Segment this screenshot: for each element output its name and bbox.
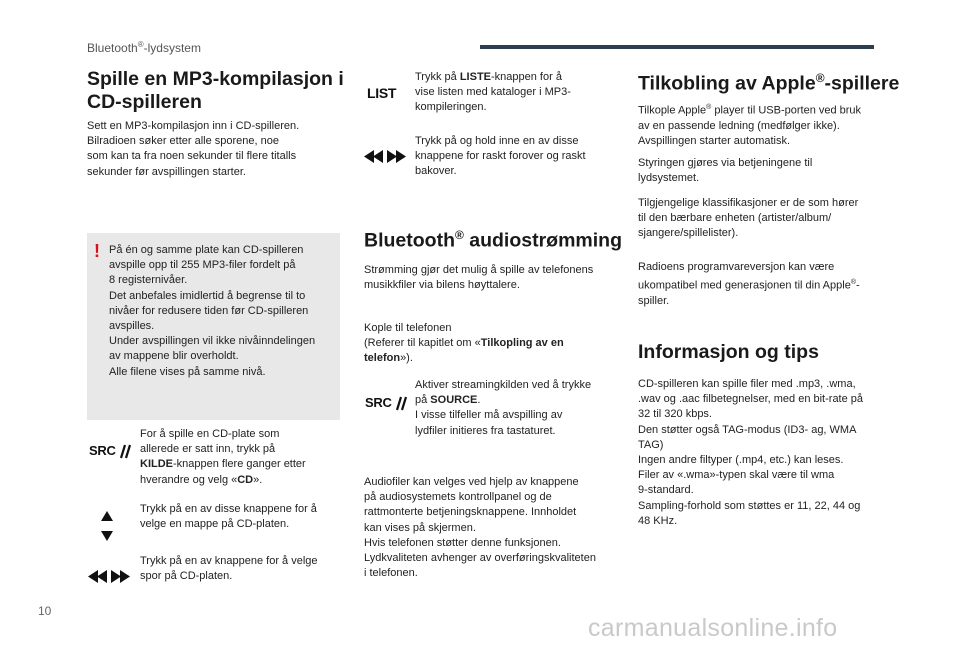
warning-text: På én og samme plate kan CD-spilleren avspille opp til 255 MP3-filer fordelt på 8 registernivåer. Det anbefales imidlertid å begrense til to nivåer for redusere tiden før CD-spilleren avspilles. Under avspillingen vil ikke nivåinndelingen av mappene blir overholdt. Alle filene vises på samme nivå. [109, 244, 316, 378]
apple-classes-text: Tilgjengelige klassifikasjoner er de som hører til den bærbare enheten (artister/album/ sjangere/spillelister). [638, 197, 859, 240]
src-button-icon-2: SRC [365, 395, 407, 411]
streaming-text: Strømming gjør det mulig å spille av telefonens musikkfiler via bilens høyttalere. [364, 264, 594, 292]
section-heading-bluetooth: Bluetooth® audiostrømming [364, 228, 622, 252]
fast-forward-rewind-icon [364, 150, 406, 163]
activate-streaming-text: Aktiver streamingkilden ved å trykke på SOURCE. I visse tilfeller må avspilling av lydfiler initieres fra tastaturet. [415, 379, 592, 437]
up-down-arrows-icon [100, 511, 114, 541]
section-heading-mp3: Spille en MP3-kompilasjon i CD-spilleren [87, 68, 344, 113]
src-button-icon: SRC [89, 443, 131, 459]
list-button-icon: LIST [367, 85, 397, 101]
apple-control-text: Styringen gjøres via betjeningene til lydsystemet. [638, 157, 813, 185]
page-number: 10 [38, 604, 52, 618]
apple-compat-text: Radioens programvareversjon kan være ukompatibel med generasjonen til din Apple®- spiller. [638, 261, 860, 308]
running-header: Bluetooth®-lydsystem [87, 40, 201, 55]
list-instruction-text: Trykk på LISTE-knappen for å vise listen med kataloger i MP3- kompileringen. [415, 71, 571, 114]
section-heading-info: Informasjon og tips [638, 341, 819, 363]
section-heading-apple: Tilkobling av Apple®-spillere [638, 71, 900, 95]
folder-select-text: Trykk på en av disse knappene for å velge en mappe på CD-platen. [140, 503, 317, 531]
warning-icon: ! [94, 241, 100, 261]
src-instruction-text: For å spille en CD-plate som allerede er satt inn, trykk på KILDE-knappen flere ganger etter hverandre og velg «CD». [140, 428, 306, 486]
phone-handset-icon-2 [394, 395, 408, 411]
mp3-intro-text: Sett en MP3-kompilasjon inn i CD-spilleren. Bilradioen søker etter alle sporene, noe som kan ta fra noen sekunder til flere titalls sekunder før avspillingen starter. [87, 120, 300, 178]
apple-connect-text: Tilkople Apple® player til USB-porten ved bruk av en passende ledning (medfølger ikke). Avspillingen starter automatisk. [638, 104, 862, 148]
audio-files-text: Audiofiler kan velges ved hjelp av knappene på audiosystemets kontrollpanel og de rattmonterte betjeningsknappene. Innholdet kan vises på skjermen. Hvis telefonen støtter denne funksjonen. Lydkvaliteten avhenger av overføringskvaliteten i telefonen. [364, 476, 596, 580]
header-rule [480, 45, 874, 49]
info-tips-text: CD-spilleren kan spille filer med .mp3, .wma, .wav og .aac filbetegnelser, med en bit-rate på 32 til 320 kbps. Den støtter også TAG-modus (ID3- ag, WMA TAG) Ingen andre filtyper (.mp4, etc.) kan leses. Filer av «.wma»-typen skal være til wma 9-standard. Sampling-forhold som støttes er 11, 22, 44 og 48 KHz. [638, 378, 864, 527]
track-select-text: Trykk på en av knappene for å velge spor på CD-platen. [140, 555, 318, 583]
fast-scan-text: Trykk på og hold inne en av disse knappene for raskt forover og raskt bakover. [415, 135, 586, 178]
watermark: carmanualsonline.info [588, 614, 838, 642]
skip-arrows-icon [88, 570, 130, 583]
connect-phone-text: Kople til telefonen (Referer til kapitlet om «Tilkopling av en telefon»). [364, 322, 564, 365]
phone-handset-icon [118, 443, 132, 459]
